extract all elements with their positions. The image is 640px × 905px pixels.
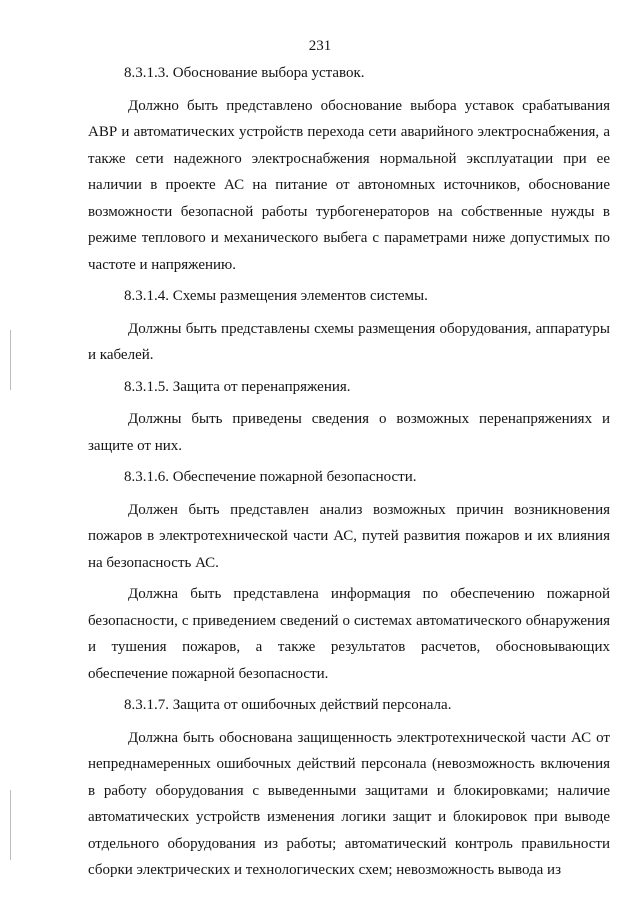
paragraph: Должен быть представлен анализ возможных причин возникновения пожаров в электротехнической части АС, путей развития пожаров и их влияния на безопасность АС. bbox=[88, 501, 610, 571]
scan-edge-mark bbox=[10, 790, 11, 860]
section-heading: 8.3.1.7. Защита от ошибочных действий персонала. bbox=[124, 697, 452, 713]
section-heading: 8.3.1.5. Защита от перенапряжения. bbox=[124, 378, 351, 395]
section-8-3-1-5 bbox=[88, 374, 610, 460]
document-body bbox=[88, 58, 610, 889]
section-8-3-1-4 bbox=[88, 283, 610, 369]
paragraph: Должно быть представлено обоснование выбора уставок срабатывания АВР и автоматических устройств перехода сети аварийного электроснабжения, а также сети надежного электроснабжения нормальной эксплуатации при ее наличии в проекте АС на питание от автономных источников, обоснование возможности безопасной работы турбогенераторов на собственные нужды в режиме теплового и механического выбега с параметрами ниже допустимых по частоте и напряжению. bbox=[88, 97, 610, 273]
section-8-3-1-7 bbox=[88, 692, 610, 884]
section-heading: 8.3.1.3. Обоснование выбора уставок. bbox=[124, 65, 365, 81]
paragraph: Должна быть представлена информация по обеспечению пожарной безопасности, с приведением сведений о системах автоматического обнаружения и тушения пожаров, а также результатов расчетов, обосновывающих обеспечение пожарной безопасности. bbox=[88, 586, 610, 682]
paragraph: Должны быть представлены схемы размещения оборудования, аппаратуры и кабелей. bbox=[88, 320, 610, 363]
paragraph: Должна быть обоснована защищенность электротехнической части АС от непреднамеренных ошибочных действий персонала (невозможность включения в работу оборудования с выведенными защитами и блокировками; наличие автоматических устройств изменения логики защит и блокировок при выводе отдельного оборудования из работы; автоматический контроль правильности сборки электрических и технологических схем; невозможность вывода из bbox=[88, 729, 610, 878]
section-8-3-1-6 bbox=[88, 464, 610, 687]
paragraph: Должны быть приведены сведения о возможных перенапряжениях и защите от них. bbox=[88, 411, 610, 454]
section-heading: 8.3.1.4. Схемы размещения элементов системы. bbox=[124, 288, 428, 304]
scan-edge-mark bbox=[10, 330, 11, 390]
section-heading: 8.3.1.6. Обеспечение пожарной безопасности. bbox=[124, 469, 417, 485]
page-number: 231 bbox=[308, 38, 332, 54]
section-8-3-1-3 bbox=[88, 60, 610, 278]
